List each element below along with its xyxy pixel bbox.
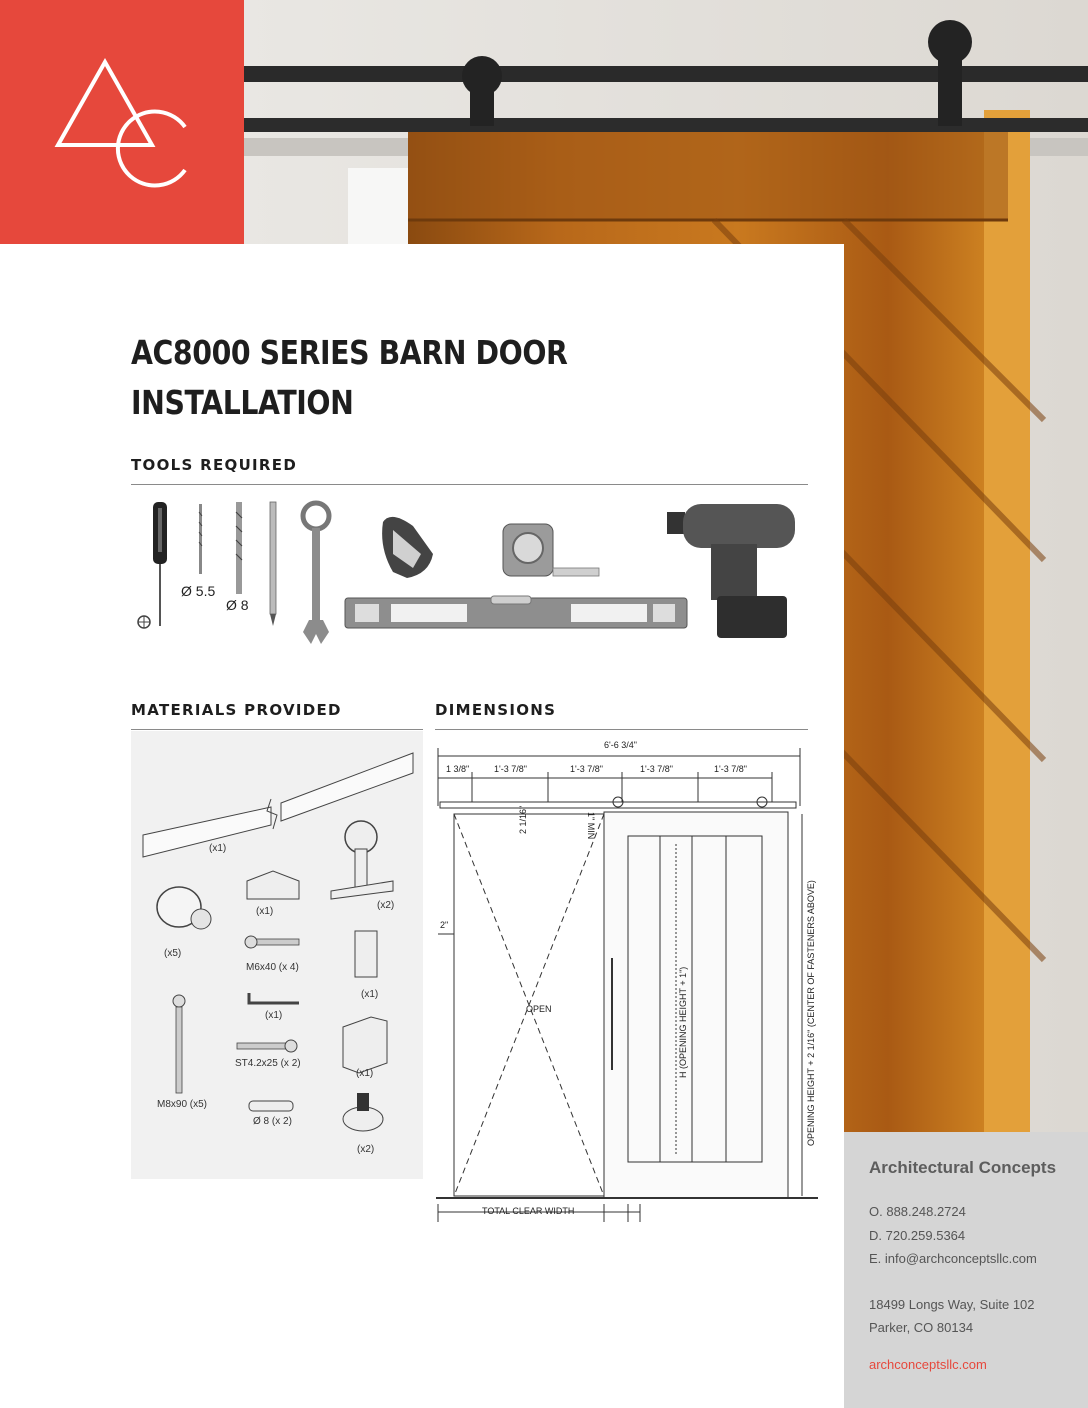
rail-spacing-3-label: 1'-3 7/8" (640, 764, 673, 774)
hanger-quantity: (x2) (377, 900, 395, 911)
floor-guide-quantity: (x2) (357, 1144, 375, 1155)
clear-width-label: TOTAL CLEAR WIDTH (482, 1206, 575, 1216)
wall-anchor-icon (249, 1101, 293, 1111)
overall-width-label: 6'-6 3/4" (604, 740, 637, 750)
allen-key-quantity: (x1) (265, 1010, 283, 1021)
anchor-label: Ø 8 (x 2) (253, 1116, 292, 1127)
spirit-level-icon (345, 596, 687, 628)
wrench-icon (303, 503, 329, 644)
email-address[interactable]: E. info@archconceptsllc.com (869, 1251, 1037, 1266)
page-title-line-1: AC8000 SERIES BARN DOOR (131, 333, 568, 372)
m6-screw-label: M6x40 (x 4) (246, 962, 299, 973)
wood-screw-icon (237, 1040, 297, 1052)
floor-guide-icon (343, 1093, 383, 1131)
tools-divider (131, 484, 808, 485)
guide-quantity: (x1) (361, 989, 379, 1000)
opening-label: OPEN (526, 1004, 552, 1014)
website-link[interactable]: archconceptsllc.com (869, 1357, 987, 1372)
end-offset-label: 1 3/8" (446, 764, 470, 774)
rail-height-label: OPENING HEIGHT + 2 1/16" (CENTER OF FASTENERS ABOVE) (806, 880, 816, 1146)
spacer-quantity: (x5) (164, 948, 182, 959)
side-overlap-label: 2" (440, 920, 449, 930)
page-title-line-2: INSTALLATION (131, 383, 354, 422)
office-phone[interactable]: O. 888.248.2724 (869, 1204, 966, 1219)
address-line-2: Parker, CO 80134 (869, 1320, 974, 1335)
materials-panel (131, 731, 423, 1179)
door-stop-icon (247, 871, 299, 899)
drill-bit-large-label: Ø 8 (226, 597, 249, 613)
bracket-quantity: (x1) (356, 1068, 374, 1079)
rail-offset-label: 2 1/16" (518, 805, 528, 834)
lag-bolt-icon (173, 995, 185, 1093)
page-title (131, 328, 567, 428)
allen-key-icon (249, 993, 299, 1003)
pencil-icon (270, 502, 276, 626)
dimensions-drawing (432, 734, 822, 1224)
tape-measure-icon (503, 524, 599, 576)
min-clearance-label: 1" MIN (586, 812, 596, 840)
materials-heading: MATERIALS PROVIDED (131, 701, 342, 719)
logo-block (0, 0, 244, 244)
mounting-screw-icon (245, 936, 299, 948)
dimensions-heading: DIMENSIONS (435, 701, 557, 719)
rail-spacing-1-label: 1'-3 7/8" (494, 764, 527, 774)
wall-bracket-icon (343, 1017, 387, 1073)
drill-bit-small-icon (199, 504, 202, 574)
materials-divider (131, 729, 423, 730)
rail-spacing-4-label: 1'-3 7/8" (714, 764, 747, 774)
tools-heading: TOOLS REQUIRED (131, 456, 298, 474)
door-height-label: H (OPENING HEIGHT + 1") (678, 966, 688, 1078)
direct-phone[interactable]: D. 720.259.5364 (869, 1228, 966, 1243)
address-line-1: 18499 Longs Way, Suite 102 (869, 1297, 1035, 1312)
hanger-wheel-icon (331, 821, 393, 899)
lag-bolt-label: M8x90 (x5) (157, 1099, 208, 1110)
ac-logo-icon (0, 0, 244, 244)
company-name: Architectural Concepts (869, 1158, 1057, 1177)
dimensions-divider (435, 729, 808, 730)
chalk-line-icon (382, 517, 433, 578)
rail-spacing-2-label: 1'-3 7/8" (570, 764, 603, 774)
tools-illustration (131, 492, 811, 652)
drill-bit-small-label: Ø 5.5 (181, 583, 216, 599)
stop-quantity: (x1) (256, 906, 274, 917)
spacer-icon (157, 887, 211, 929)
drill-bit-large-icon (236, 502, 242, 594)
rail-quantity: (x1) (209, 843, 227, 854)
anti-jump-guide-icon (355, 931, 377, 977)
screwdriver-icon (138, 502, 167, 628)
st-screw-label: ST4.2x25 (x 2) (235, 1058, 301, 1069)
